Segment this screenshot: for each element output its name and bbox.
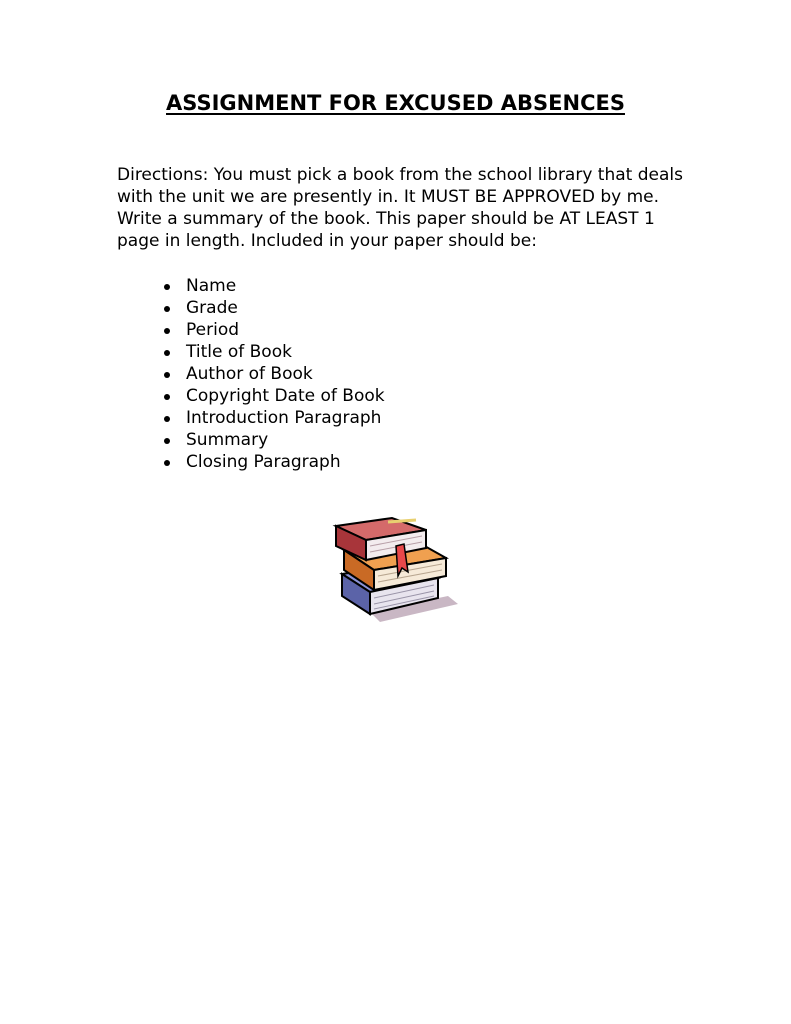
list-item: Title of Book xyxy=(160,341,385,363)
page-title: ASSIGNMENT FOR EXCUSED ABSENCES xyxy=(166,91,625,115)
list-item: Author of Book xyxy=(160,363,385,385)
list-item: Closing Paragraph xyxy=(160,451,385,473)
directions-paragraph: Directions: You must pick a book from the school library that deals with the unit we are presently in. It MUST BE APPROVED by me. Write a summary of the book. This paper should be AT LEAST 1 page in length. Included in your paper should be: xyxy=(117,165,683,251)
requirements-list xyxy=(160,275,385,473)
list-item: Summary xyxy=(160,429,385,451)
book-stack-icon xyxy=(330,512,460,622)
list-item: Grade xyxy=(160,297,385,319)
list-item: Copyright Date of Book xyxy=(160,385,385,407)
list-item: Period xyxy=(160,319,385,341)
list-item: Introduction Paragraph xyxy=(160,407,385,429)
list-item: Name xyxy=(160,275,385,297)
